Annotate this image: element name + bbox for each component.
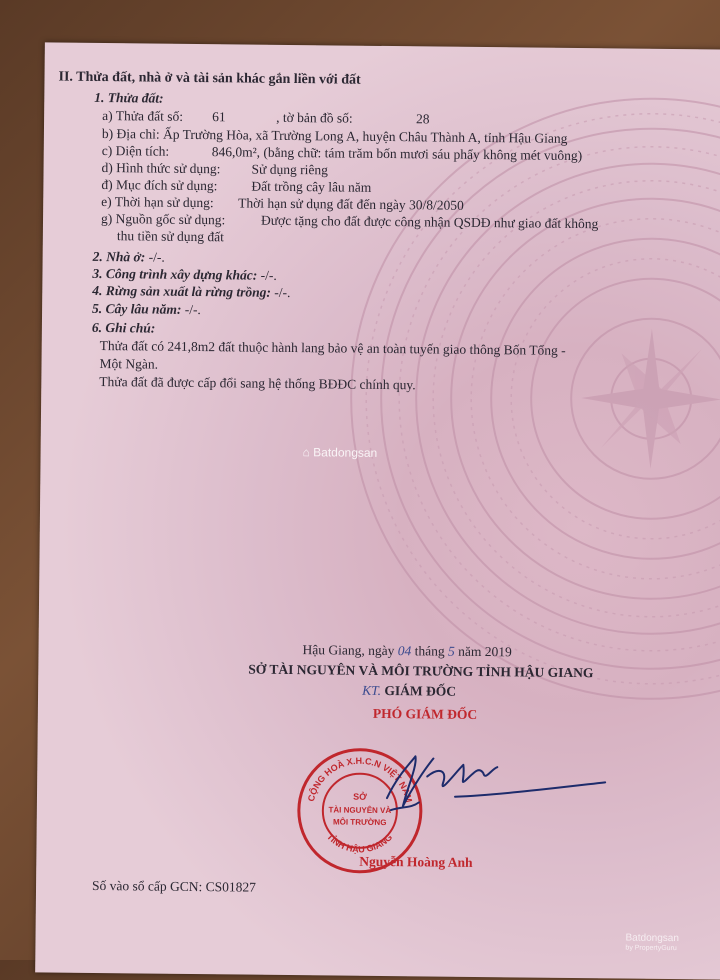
registry-value: CS01827	[205, 879, 257, 895]
planted-forest-row	[92, 283, 290, 301]
notes-line1: Thửa đất có 241,8m2 đất thuộc hành lang bảo vệ an toàn tuyến giao thông Bốn Tổng -	[99, 338, 566, 358]
house-icon: ⌂	[302, 445, 310, 460]
notes-line2: Một Ngàn.	[99, 356, 159, 372]
svg-text:TỈNH HẬU GIANG	[325, 831, 395, 855]
parcel-number: 61	[212, 109, 226, 125]
planted-forest-value: -/-.	[274, 284, 291, 300]
corner-logo	[625, 934, 679, 955]
use-form-value: Sử dụng riêng	[251, 161, 328, 178]
house-value: -/-.	[148, 249, 165, 265]
seal-center-3: MÔI TRƯỜNG	[332, 817, 387, 828]
corner-logo-sub: by PropertyGuru	[625, 944, 677, 953]
land-heading: 1. Thửa đất:	[94, 89, 164, 106]
planted-forest-label: 4. Rừng sản xuất là rừng trồng:	[92, 282, 271, 300]
date-year: năm 2019	[458, 643, 512, 660]
area-value: 846,0m², (bằng chữ: tám trăm bốn mươi sáu phẩy không mét vuông)	[211, 144, 583, 164]
authority-name: SỞ TÀI NGUYÊN VÀ MÔI TRƯỜNG TỈNH HẬU GIANG	[248, 661, 594, 681]
signature	[367, 736, 608, 829]
purpose-label: đ) Mục đích sử dụng:	[101, 177, 218, 194]
seal-top-text: CỘNG HOÀ X.H.C.N VIỆT NAM	[305, 755, 415, 804]
section-title: II. Thửa đất, nhà ở và tài sản khác gắn liền với đất	[58, 69, 361, 88]
seal-bottom-text: TỈNH HẬU GIANG	[324, 831, 395, 855]
certificate-page	[35, 42, 720, 979]
place-date	[302, 642, 511, 660]
deputy-director-title: PHÓ GIÁM ĐỐC	[372, 705, 478, 722]
origin-label: g) Nguồn gốc sử dụng:	[100, 211, 226, 228]
watermark-text: Batdongsan	[313, 445, 378, 460]
address-line: b) Địa chỉ: Ấp Trường Hòa, xã Trường Long A, huyện Châu Thành A, tỉnh Hậu Giang	[101, 126, 568, 146]
perennial-tree-row	[92, 301, 201, 318]
seal-center-2: TÀI NGUYÊN VÀ	[328, 805, 392, 816]
other-construction-label: 3. Công trình xây dựng khác:	[92, 265, 258, 283]
origin-value-line1: Được tặng cho đất được công nhận QSDĐ như giao đất không	[260, 212, 599, 232]
other-construction-row	[92, 266, 277, 284]
house-row	[93, 249, 165, 266]
notes-line3: Thửa đất đã được cấp đổi sang hệ thống BĐĐC chính quy.	[99, 374, 416, 393]
use-form-label: d) Hình thức sử dụng:	[101, 160, 221, 177]
place-date-prefix: Hậu Giang, ngày	[302, 642, 395, 659]
perennial-tree-label: 5. Cây lâu năm:	[92, 300, 182, 317]
term-value: Thời hạn sử dụng đất đến ngày 30/8/2050	[238, 195, 464, 213]
house-label: 2. Nhà ở:	[92, 248, 146, 265]
term-label: e) Thời hạn sử dụng:	[101, 194, 214, 211]
signer-name: Nguyễn Hoàng Anh	[359, 853, 473, 870]
registry-label: Số vào sổ cấp GCN:	[91, 877, 203, 895]
director-label: GIÁM ĐỐC	[384, 683, 457, 699]
corner-logo-text: Batdongsan	[625, 932, 679, 945]
notes-heading: 6. Ghi chú:	[91, 319, 156, 336]
kt-mark: KT.	[362, 682, 382, 698]
purpose-value: Đất trồng cây lâu năm	[251, 178, 372, 195]
parcel-label: a) Thửa đất số:	[102, 108, 184, 124]
month-label: tháng	[414, 643, 445, 659]
perennial-tree-value: -/-.	[184, 301, 201, 318]
seal-center-1: SỞ	[353, 791, 367, 802]
map-label: , tờ bản đồ số:	[276, 109, 353, 126]
director-title	[362, 683, 456, 700]
origin-value-line2: thu tiền sử dụng đất	[116, 228, 225, 245]
area-label: c) Diện tích:	[101, 143, 170, 159]
map-number: 28	[416, 111, 430, 127]
other-construction-value: -/-.	[260, 267, 277, 283]
date-day: 04	[397, 643, 412, 659]
date-month: 5	[447, 643, 455, 659]
registry-row	[92, 878, 256, 896]
